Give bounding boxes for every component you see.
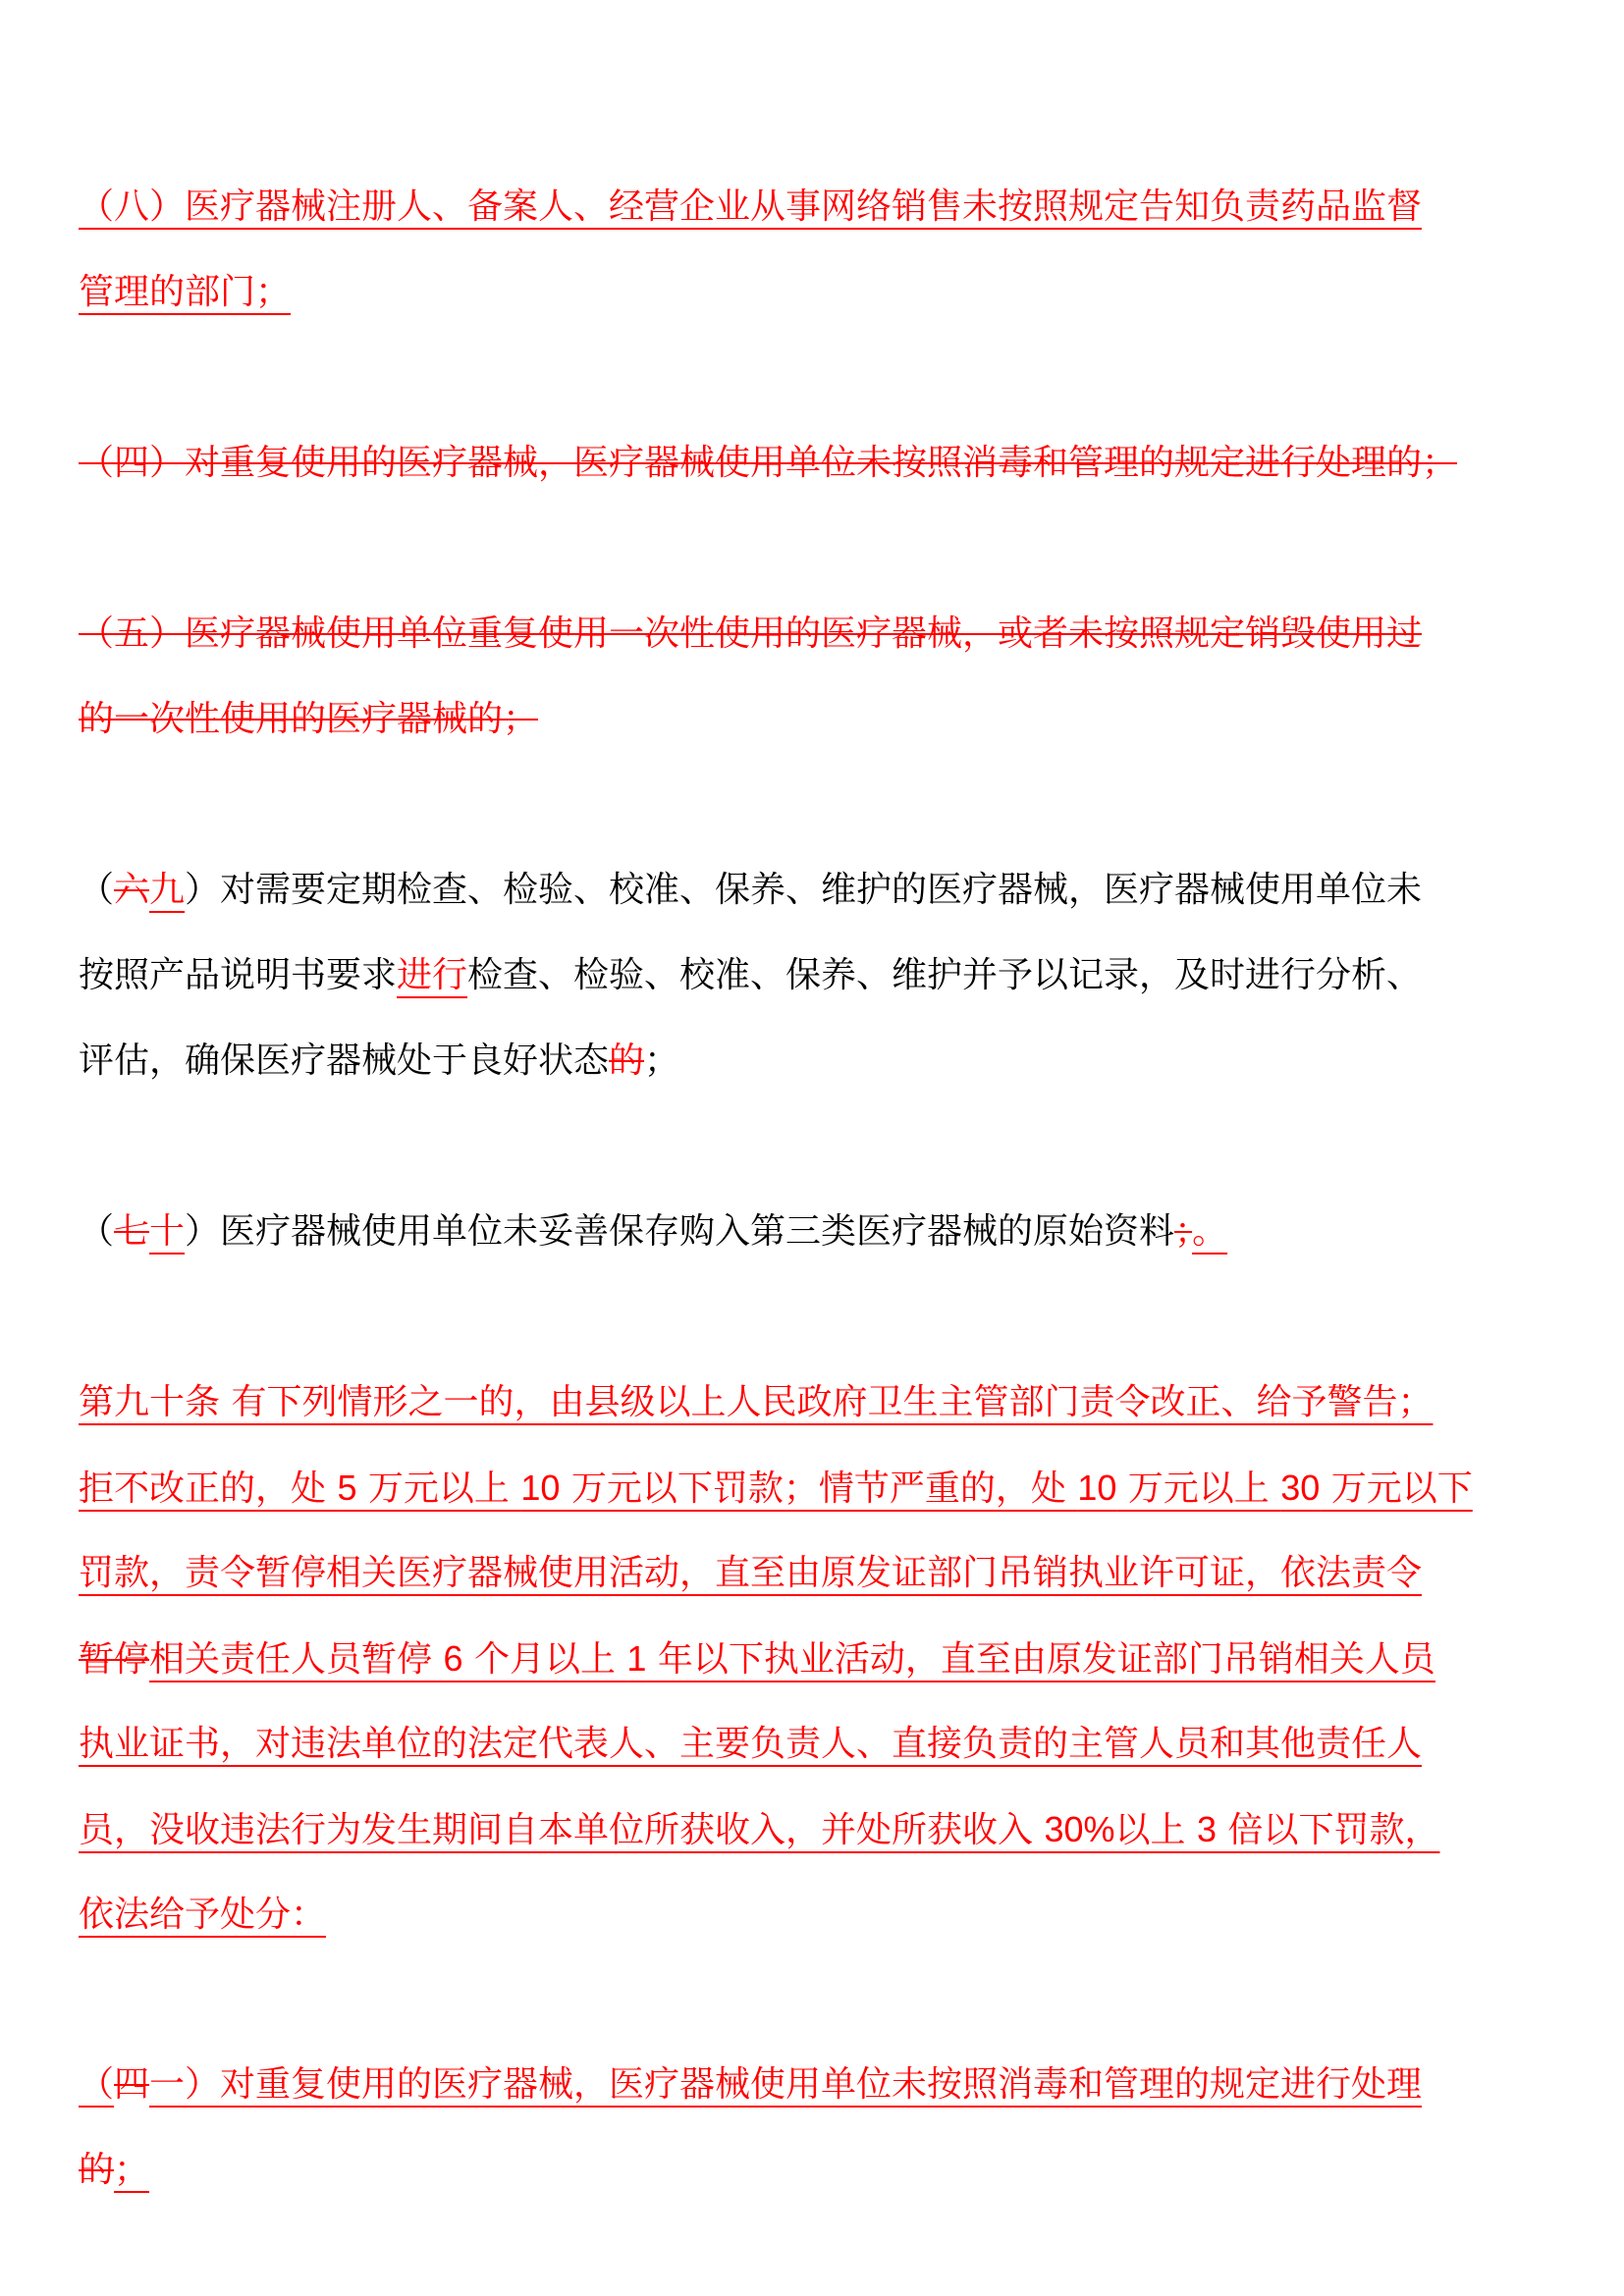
inserted-punctuation: ； xyxy=(114,2150,150,2190)
inserted-number: 九 xyxy=(149,870,186,910)
paragraph-inserted-item-8 xyxy=(79,164,1551,335)
inserted-text: 员，没收违法行为发生期间自本单位所获收入，并处所获收入 30%以上 3 倍以下罚款， xyxy=(79,1809,1440,1850)
inserted-text: （八）医疗器械注册人、备案人、经营企业从事网络销售未按照规定告知负责药品监督 xyxy=(79,187,1423,227)
paragraph-text: 按照产品说明书要求 xyxy=(79,955,398,995)
inserted-text: 管理的部门； xyxy=(79,272,292,312)
paren-open: （ xyxy=(79,870,115,910)
deleted-text: （四）对重复使用的医疗器械，医疗器械使用单位未按照消毒和管理的规定进行处理的； xyxy=(79,443,1458,483)
inserted-punctuation: 。 xyxy=(1192,1211,1228,1252)
deleted-text: 的 xyxy=(609,1041,645,1081)
inserted-text: 执业证书，对违法单位的法定代表人、主要负责人、直接负责的主管人员和其他责任人 xyxy=(79,1724,1423,1764)
inserted-text: 拒不改正的，处 5 万元以上 10 万元以下罚款；情节严重的，处 10 万元以上 30 万元以下 xyxy=(79,1468,1473,1509)
inserted-text: 第九十条 有下列情形之一的，由县级以上人民政府卫生主管部门责令改正、给予警告； xyxy=(79,1382,1434,1422)
paragraph-text: 检查、检验、校准、保养、维护并予以记录，及时进行分析、 xyxy=(467,955,1423,995)
deleted-text: 的一次性使用的医疗器械的； xyxy=(79,699,539,739)
paragraph-text: ； xyxy=(644,1041,680,1081)
paragraph-item-1 xyxy=(79,2042,1551,2213)
inserted-text: 相关责任人员暂停 6 个月以上 1 年以下执业活动，直至由原发证部门吊销相关人员 xyxy=(149,1638,1435,1680)
deleted-number: 四 xyxy=(114,2064,150,2105)
deleted-text: 的 xyxy=(79,2150,115,2190)
paragraph-item-10 xyxy=(79,1189,1551,1274)
paragraph-text: ）对需要定期检查、检验、校准、保养、维护的医疗器械，医疗器械使用单位未 xyxy=(185,870,1423,910)
deleted-number: 六 xyxy=(114,870,150,910)
paragraph-deleted-item-5 xyxy=(79,591,1551,762)
inserted-text: 进行 xyxy=(397,955,468,995)
deleted-number: 七 xyxy=(114,1211,150,1252)
inserted-text: 罚款，责令暂停相关医疗器械使用活动，直至由原发证部门吊销执业许可证，依法责令 xyxy=(79,1553,1423,1593)
inserted-text: 依法给予处分： xyxy=(79,1895,327,1935)
deleted-text: （五）医疗器械使用单位重复使用一次性使用的医疗器械，或者未按照规定销毁使用过 xyxy=(79,614,1423,654)
paragraph-inserted-article-90 xyxy=(79,1360,1551,1957)
inserted-number: 一 xyxy=(149,2064,186,2105)
deleted-text: 暂停 xyxy=(79,1639,150,1680)
inserted-number: 十 xyxy=(149,1211,186,1252)
paragraph-item-9 xyxy=(79,847,1551,1103)
paren-open: （ xyxy=(79,2064,115,2105)
inserted-text: ）对重复使用的医疗器械，医疗器械使用单位未按照消毒和管理的规定进行处理 xyxy=(185,2064,1423,2105)
deleted-punctuation: ； xyxy=(1174,1211,1193,1252)
paragraph-text: 评估，确保医疗器械处于良好状态 xyxy=(79,1041,610,1081)
paragraph-text: ）医疗器械使用单位未妥善保存购入第三类医疗器械的原始资料 xyxy=(185,1211,1175,1252)
paren-open: （ xyxy=(79,1211,115,1252)
paragraph-deleted-item-4 xyxy=(79,420,1551,506)
